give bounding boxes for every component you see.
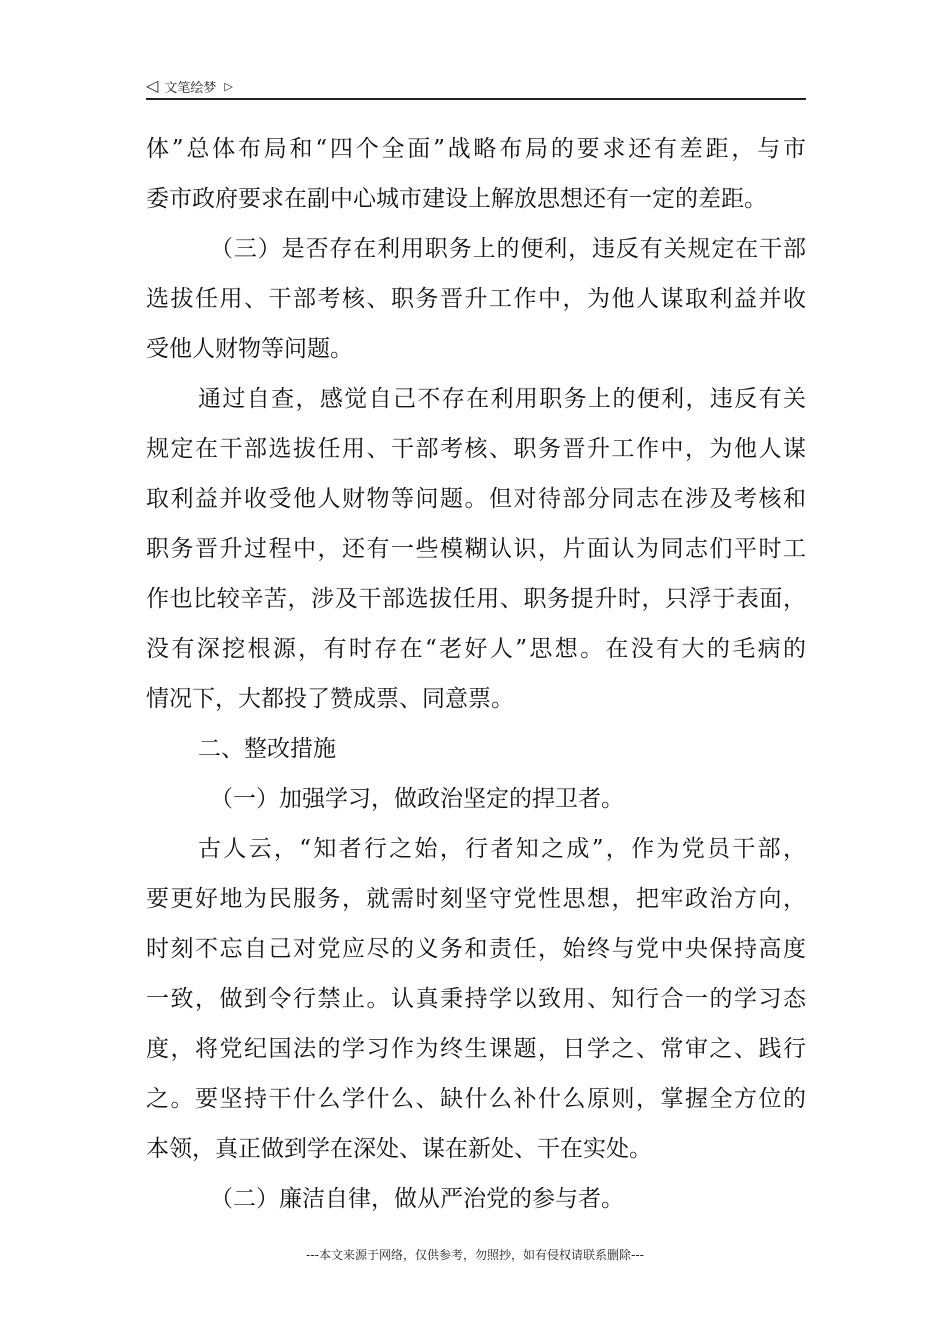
subsection-heading-1: （一）加强学习，做政治坚定的捍卫者。 <box>210 786 624 812</box>
text-line: 之。要坚持干什么学什么、缺什么补什么原则，掌握全方位的 <box>146 1086 806 1112</box>
text-line: 度，将党纪国法的学习作为终生课题，日学之、常审之、践行 <box>146 1036 806 1062</box>
footer-disclaimer: ---本文来源于网络，仅供参考，勿照抄，如有侵权请联系删除--- <box>306 1248 644 1262</box>
subsection-heading-2: （二）廉洁自律，做从严治党的参与者。 <box>210 1186 624 1212</box>
text-line: 取利益并收受他人财物等问题。但对待部分同志在涉及考核和 <box>146 486 806 512</box>
header-title: 文笔绘梦 <box>164 80 217 96</box>
section-heading-3: （三）是否存在利用职务上的便利，违反有关规定在干部 <box>210 236 806 262</box>
text-line: 委市政府要求在副中心城市建设上解放思想还有一定的差距。 <box>146 186 767 212</box>
text-line: 受他人财物等问题。 <box>146 336 353 362</box>
text-line: 要更好地为民服务，就需时刻坚守党性思想，把牢政治方向， <box>146 886 806 912</box>
text-line: 作也比较辛苦，涉及干部选拔任用、职务提升时，只浮于表面， <box>146 586 806 612</box>
document-body <box>146 124 806 1224</box>
text-line: 没有深挖根源，有时存在“老好人”思想。在没有大的毛病的 <box>146 636 806 662</box>
text-line: 时刻不忘自己对党应尽的义务和责任，始终与党中央保持高度 <box>146 936 806 962</box>
text-line: 选拔任用、干部考核、职务晋升工作中，为他人谋取利益并收 <box>146 286 806 312</box>
right-triangle-icon: ▷ <box>224 79 233 93</box>
text-line: 规定在干部选拔任用、干部考核、职务晋升工作中，为他人谋 <box>146 436 806 462</box>
text-line: 职务晋升过程中，还有一些模糊认识，片面认为同志们平时工 <box>146 536 806 562</box>
paragraph-start: 古人云，“知者行之始，行者知之成”，作为党员干部， <box>198 836 806 862</box>
text-line: 情况下，大都投了赞成票、同意票。 <box>146 686 514 712</box>
text-line: 本领，真正做到学在深处、谋在新处、干在实处。 <box>146 1136 652 1162</box>
left-triangle-icon: ◁ <box>146 76 159 95</box>
section-heading-rectification: 二、整改措施 <box>198 736 336 762</box>
text-line: 体”总体布局和“四个全面”战略布局的要求还有差距，与市 <box>146 136 806 162</box>
paragraph-start: 通过自查，感觉自己不存在利用职务上的便利，违反有关 <box>198 386 806 412</box>
text-line: 一致，做到令行禁止。认真秉持学以致用、知行合一的学习态 <box>146 986 806 1012</box>
page-header <box>146 74 806 100</box>
